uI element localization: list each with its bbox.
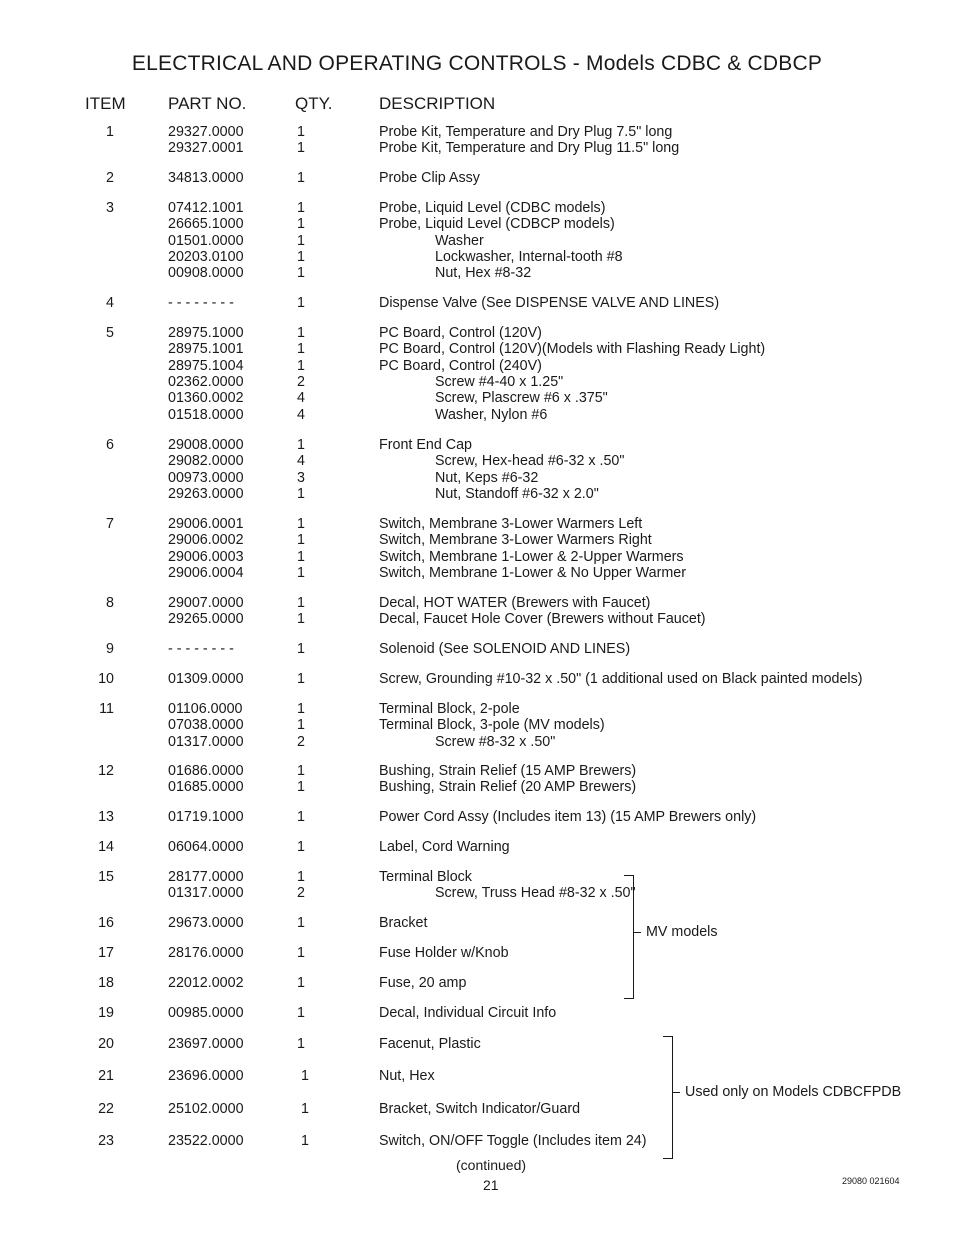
quantity: 1 bbox=[297, 248, 305, 265]
item-number: 7 bbox=[106, 516, 114, 532]
sub-description: Nut, Standoff #6-32 x 2.0" bbox=[435, 485, 599, 502]
description: Front End Cap bbox=[379, 437, 472, 453]
item-number: 15 bbox=[98, 869, 114, 885]
sub-description: Washer, Nylon #6 bbox=[435, 406, 548, 423]
quantity: 4 bbox=[297, 390, 305, 407]
quantity: 1 bbox=[301, 1068, 309, 1084]
description: Dispense Valve (See DISPENSE VALVE AND LINES) bbox=[379, 295, 720, 311]
description: Fuse, 20 amp bbox=[379, 975, 467, 991]
cdbcfpdb-bracket-tick bbox=[673, 1092, 680, 1093]
part-number: 02362.0000 bbox=[168, 373, 244, 390]
description: Screw, Grounding #10-32 x .50" (1 additional used on Black painted models) bbox=[379, 671, 863, 687]
quantity: 1 bbox=[297, 232, 305, 249]
item-number: 12 bbox=[98, 763, 114, 779]
part-number: 22012.0002 bbox=[168, 975, 244, 991]
part-number: - - - - - - - - bbox=[168, 641, 234, 657]
part-number: 01106.0000 bbox=[168, 701, 243, 717]
item-number: 8 bbox=[106, 595, 114, 611]
part-number: 01501.0000 bbox=[168, 232, 244, 249]
description: Nut, Hex bbox=[379, 1068, 435, 1084]
part-number: 28975.1000 bbox=[168, 325, 244, 341]
description: Bracket bbox=[379, 915, 428, 931]
description: Probe, Liquid Level (CDBC models) bbox=[379, 200, 606, 216]
part-number: 00985.0000 bbox=[168, 1005, 244, 1021]
description: PC Board, Control (240V) bbox=[379, 357, 542, 374]
part-number: 25102.0000 bbox=[168, 1101, 244, 1117]
sub-description: Lockwasher, Internal-tooth #8 bbox=[435, 248, 623, 265]
quantity: 1 bbox=[297, 216, 305, 233]
header-part-no: PART NO. bbox=[168, 94, 247, 113]
part-number: 01685.0000 bbox=[168, 779, 244, 796]
part-number: 00908.0000 bbox=[168, 265, 244, 282]
part-number: 28176.0000 bbox=[168, 945, 244, 961]
part-number: 29263.0000 bbox=[168, 485, 244, 502]
description: Terminal Block bbox=[379, 869, 472, 885]
description: Bushing, Strain Relief (15 AMP Brewers) bbox=[379, 763, 637, 779]
item-number: 3 bbox=[106, 200, 114, 216]
quantity: 1 bbox=[297, 671, 305, 687]
part-number: 26665.1000 bbox=[168, 216, 244, 233]
quantity: 1 bbox=[297, 548, 305, 565]
sub-description: Screw, Hex-head #6-32 x .50" bbox=[435, 453, 625, 470]
page-title: ELECTRICAL AND OPERATING CONTROLS - Models CDBC & CDBCP bbox=[131, 52, 823, 75]
quantity: 1 bbox=[297, 779, 305, 796]
mv-models-bracket bbox=[624, 875, 634, 999]
document-code: 29080 021604 bbox=[842, 1176, 900, 1186]
item-number: 6 bbox=[106, 437, 114, 453]
quantity: 1 bbox=[301, 1133, 309, 1149]
quantity: 1 bbox=[297, 763, 305, 779]
sub-description: Washer bbox=[435, 232, 484, 249]
item-number: 19 bbox=[98, 1005, 114, 1021]
part-number: 29007.0000 bbox=[168, 595, 244, 611]
description: Terminal Block, 3-pole (MV models) bbox=[379, 717, 605, 734]
part-number: 07412.1001 bbox=[168, 200, 244, 216]
item-number: 9 bbox=[106, 641, 114, 657]
description: Decal, Individual Circuit Info bbox=[379, 1005, 557, 1021]
part-number: 29265.0000 bbox=[168, 611, 244, 628]
description: Switch, Membrane 1-Lower & 2-Upper Warmers bbox=[379, 548, 684, 565]
description: PC Board, Control (120V) bbox=[379, 325, 542, 341]
part-number: 23696.0000 bbox=[168, 1068, 244, 1084]
quantity: 1 bbox=[297, 265, 305, 282]
header-qty: QTY. bbox=[295, 94, 333, 113]
part-number: 01317.0000 bbox=[168, 733, 244, 750]
part-number: 28177.0000 bbox=[168, 869, 244, 885]
sub-description: Screw #8-32 x .50" bbox=[435, 733, 556, 750]
description: Facenut, Plastic bbox=[379, 1036, 481, 1052]
part-number: 01518.0000 bbox=[168, 406, 244, 423]
quantity: 1 bbox=[297, 532, 305, 549]
part-number: 29327.0000 bbox=[168, 124, 244, 140]
quantity: 1 bbox=[297, 701, 305, 717]
part-number: 29008.0000 bbox=[168, 437, 244, 453]
quantity: 2 bbox=[297, 373, 305, 390]
quantity: 1 bbox=[297, 341, 305, 358]
item-number: 10 bbox=[98, 671, 114, 687]
quantity: 1 bbox=[297, 1036, 305, 1052]
part-number: 23697.0000 bbox=[168, 1036, 244, 1052]
item-number: 2 bbox=[106, 170, 114, 186]
item-number: 22 bbox=[98, 1101, 114, 1117]
sub-description: Screw, Plascrew #6 x .375" bbox=[435, 390, 608, 407]
mv-models-bracket-tick bbox=[634, 932, 641, 933]
part-number: 01719.1000 bbox=[168, 809, 244, 825]
item-number: 14 bbox=[98, 839, 114, 855]
quantity: 1 bbox=[297, 839, 305, 855]
part-number: 01309.0000 bbox=[168, 671, 244, 687]
description: Switch, Membrane 3-Lower Warmers Right bbox=[379, 532, 652, 549]
part-number: 34813.0000 bbox=[168, 170, 244, 186]
part-number: 29082.0000 bbox=[168, 453, 244, 470]
page-number: 21 bbox=[483, 1177, 499, 1193]
quantity: 1 bbox=[297, 641, 305, 657]
quantity: 1 bbox=[297, 564, 305, 581]
description: Probe Clip Assy bbox=[379, 170, 480, 186]
quantity: 1 bbox=[301, 1101, 309, 1117]
description: PC Board, Control (120V)(Models with Flashing Ready Light) bbox=[379, 341, 766, 358]
item-number: 5 bbox=[106, 325, 114, 341]
part-number: 01317.0000 bbox=[168, 885, 244, 902]
part-number: 28975.1001 bbox=[168, 341, 244, 358]
quantity: 1 bbox=[297, 325, 305, 341]
sub-description: Screw #4-40 x 1.25" bbox=[435, 373, 564, 390]
quantity: 1 bbox=[297, 124, 305, 140]
part-number: - - - - - - - - bbox=[168, 295, 234, 311]
quantity: 1 bbox=[297, 717, 305, 734]
quantity: 1 bbox=[297, 915, 305, 931]
item-number: 17 bbox=[98, 945, 114, 961]
description: Power Cord Assy (Includes item 13) (15 AMP Brewers only) bbox=[379, 809, 757, 825]
part-number: 29006.0001 bbox=[168, 516, 244, 532]
quantity: 1 bbox=[297, 437, 305, 453]
quantity: 1 bbox=[297, 975, 305, 991]
description: Switch, ON/OFF Toggle (Includes item 24) bbox=[379, 1133, 647, 1149]
description: Label, Cord Warning bbox=[379, 839, 510, 855]
header-item: ITEM bbox=[85, 94, 126, 113]
quantity: 1 bbox=[297, 295, 305, 311]
description: Bracket, Switch Indicator/Guard bbox=[379, 1101, 581, 1117]
part-number: 29006.0003 bbox=[168, 548, 244, 565]
description: Terminal Block, 2-pole bbox=[379, 701, 520, 717]
part-number: 00973.0000 bbox=[168, 469, 244, 486]
part-number: 28975.1004 bbox=[168, 357, 244, 374]
item-number: 1 bbox=[106, 124, 114, 140]
part-number: 29006.0004 bbox=[168, 564, 244, 581]
quantity: 1 bbox=[297, 611, 305, 628]
description: Switch, Membrane 1-Lower & No Upper Warmer bbox=[379, 564, 686, 581]
description: Switch, Membrane 3-Lower Warmers Left bbox=[379, 516, 643, 532]
part-number: 20203.0100 bbox=[168, 248, 244, 265]
item-number: 16 bbox=[98, 915, 114, 931]
quantity: 1 bbox=[297, 357, 305, 374]
description: Probe Kit, Temperature and Dry Plug 11.5" long bbox=[379, 140, 680, 157]
description: Solenoid (See SOLENOID AND LINES) bbox=[379, 641, 631, 657]
cdbcfpdb-bracket bbox=[663, 1036, 673, 1159]
quantity: 3 bbox=[297, 469, 305, 486]
part-number: 07038.0000 bbox=[168, 717, 244, 734]
description: Probe Kit, Temperature and Dry Plug 7.5" long bbox=[379, 124, 673, 140]
quantity: 1 bbox=[297, 595, 305, 611]
item-number: 11 bbox=[99, 701, 114, 717]
description: Probe, Liquid Level (CDBCP models) bbox=[379, 216, 615, 233]
quantity: 1 bbox=[297, 516, 305, 532]
quantity: 1 bbox=[297, 809, 305, 825]
quantity: 4 bbox=[297, 453, 305, 470]
item-number: 23 bbox=[98, 1133, 114, 1149]
cdbcfpdb-label: Used only on Models CDBCFPDB bbox=[685, 1084, 902, 1100]
mv-models-label: MV models bbox=[646, 924, 718, 940]
continued-note: (continued) bbox=[456, 1157, 527, 1173]
quantity: 1 bbox=[297, 200, 305, 216]
quantity: 1 bbox=[297, 485, 305, 502]
description: Decal, HOT WATER (Brewers with Faucet) bbox=[379, 595, 651, 611]
part-number: 06064.0000 bbox=[168, 839, 244, 855]
part-number: 29006.0002 bbox=[168, 532, 244, 549]
quantity: 1 bbox=[297, 869, 305, 885]
quantity: 1 bbox=[297, 945, 305, 961]
item-number: 13 bbox=[98, 809, 114, 825]
item-number: 21 bbox=[98, 1068, 114, 1084]
part-number: 29673.0000 bbox=[168, 915, 244, 931]
description: Bushing, Strain Relief (20 AMP Brewers) bbox=[379, 779, 637, 796]
part-number: 29327.0001 bbox=[168, 140, 244, 157]
quantity: 1 bbox=[297, 140, 305, 157]
sub-description: Screw, Truss Head #8-32 x .50" bbox=[435, 885, 636, 902]
description: Fuse Holder w/Knob bbox=[379, 945, 509, 961]
description: Decal, Faucet Hole Cover (Brewers without Faucet) bbox=[379, 611, 706, 628]
item-number: 18 bbox=[98, 975, 114, 991]
header-description: DESCRIPTION bbox=[379, 94, 496, 113]
part-number: 23522.0000 bbox=[168, 1133, 244, 1149]
quantity: 2 bbox=[297, 885, 305, 902]
sub-description: Nut, Keps #6-32 bbox=[435, 469, 539, 486]
quantity: 1 bbox=[297, 170, 305, 186]
quantity: 4 bbox=[297, 406, 305, 423]
quantity: 2 bbox=[297, 733, 305, 750]
sub-description: Nut, Hex #8-32 bbox=[435, 265, 532, 282]
item-number: 4 bbox=[106, 295, 114, 311]
part-number: 01686.0000 bbox=[168, 763, 244, 779]
quantity: 1 bbox=[297, 1005, 305, 1021]
item-number: 20 bbox=[98, 1036, 114, 1052]
part-number: 01360.0002 bbox=[168, 390, 244, 407]
